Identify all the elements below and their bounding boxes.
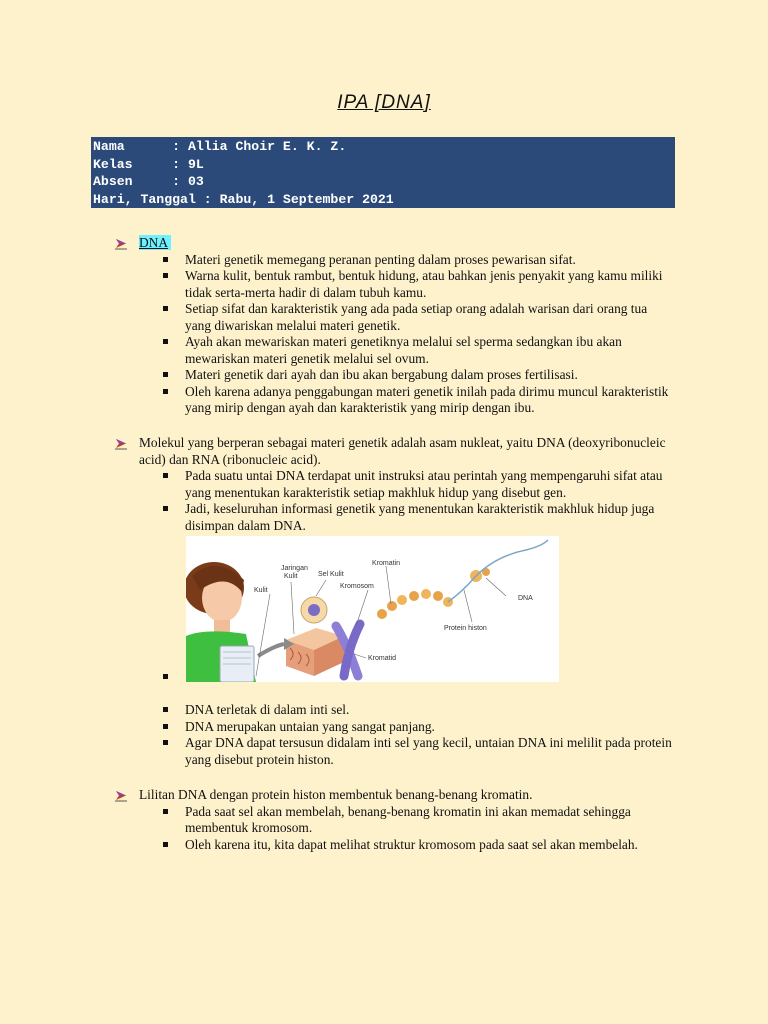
list-item — [0, 468, 768, 501]
list-item-text: Agar DNA dapat tersusun didalam inti sel yang kecil, untaian DNA ini melilit pada protein yang disebut protein histon. — [185, 735, 672, 767]
arrow-bullet-icon — [114, 789, 128, 802]
dna-structure-illustration — [186, 536, 559, 682]
list-item — [0, 252, 768, 269]
label-dna: DNA — [518, 595, 533, 602]
square-bullet-icon — [163, 724, 168, 729]
label-kulit-small: Kulit — [284, 573, 298, 580]
list-item — [0, 384, 768, 417]
section-dna — [0, 235, 768, 417]
square-bullet-icon — [163, 372, 168, 377]
square-bullet-icon — [163, 306, 168, 311]
square-bullet-icon — [163, 257, 168, 262]
list-item-text: Materi genetik memegang peranan penting dalam proses pewarisan sifat. — [185, 251, 576, 267]
list-item-text: Pada suatu untai DNA terdapat unit instruksi atau perintah yang mempengaruhi sifat atau yang menentukan karakteristik setiap makhluk hidup yang disebut gen. — [185, 468, 663, 500]
list-item-text: DNA terletak di dalam inti sel. — [185, 702, 350, 717]
square-bullet-icon — [163, 674, 168, 679]
label-kulit: Kulit — [254, 587, 268, 594]
square-bullet-icon — [163, 506, 168, 511]
list-item — [0, 702, 768, 719]
section-kromatin — [0, 787, 768, 853]
square-bullet-icon — [163, 273, 168, 278]
info-row-kelas: Kelas : 9L — [93, 156, 204, 172]
heading-dna-highlight: DNA — [139, 235, 171, 250]
list-item — [0, 501, 768, 534]
list-item-text: Pada saat sel akan membelah, benang-benang kromatin ini akan memadat sehingga membentuk kromosom. — [185, 803, 631, 835]
list-item — [0, 268, 768, 301]
list-item-text: Ayah akan mewariskan materi genetiknya melalui sel sperma sedangkan ibu akan mewariskan materi genetik melalui sel ovum. — [185, 334, 622, 366]
square-bullet-icon — [163, 473, 168, 478]
section-heading — [0, 435, 768, 468]
label-protein-histon: Protein histon — [444, 625, 487, 632]
section-heading — [0, 787, 768, 804]
list-item-text: Oleh karena itu, kita dapat melihat struktur kromosom pada saat sel akan membelah. — [185, 836, 638, 852]
info-row-nama: Nama : Allia Choir E. K. Z. — [93, 139, 347, 154]
list-item — [0, 301, 768, 334]
square-bullet-icon — [163, 809, 168, 814]
bullet-list — [0, 252, 768, 417]
info-row-absen: Absen : 03 — [93, 174, 204, 189]
section-heading — [0, 235, 768, 252]
list-item-text: Setiap sifat dan karakteristik yang ada pada setiap orang adalah warisan dari orang tua yang diwariskan melalui materi genetik. — [185, 301, 648, 333]
list-item — [0, 719, 768, 736]
bullet-list — [0, 702, 768, 768]
dna-diagram-svg — [186, 536, 559, 682]
label-sel-kulit: Sel Kulit — [318, 571, 344, 578]
list-item — [0, 735, 768, 768]
list-item-text: Oleh karena adanya penggabungan materi genetik inilah pada dirimu muncul karakteristik yang mirip dengan ayah dan karakteristik yang mirip dengan ibu. — [185, 383, 669, 415]
arrow-bullet-icon — [114, 237, 128, 250]
bullet-list — [0, 468, 768, 534]
bullet-list — [0, 804, 768, 854]
list-item — [0, 804, 768, 837]
label-kromosom: Kromosom — [340, 583, 374, 590]
list-item — [0, 334, 768, 367]
skin-cell-icon — [301, 597, 327, 623]
section-asam-nukleat-cont — [0, 702, 768, 768]
list-item-text: Materi genetik dari ayah dan ibu akan bergabung dalam proses fertilisasi. — [185, 367, 578, 382]
label-kromatid: Kromatid — [368, 655, 397, 662]
list-item — [0, 367, 768, 384]
label-jaringan: Jaringan — [281, 565, 308, 572]
student-info-box — [91, 137, 675, 208]
list-item-text: Warna kulit, bentuk rambut, bentuk hidung, atau bahkan jenis penyakit yang kamu miliki tidak serta-merta hadir di dalam tubuh kamu. — [185, 268, 663, 300]
arrow-bullet-icon — [114, 437, 128, 450]
info-row-tanggal: Hari, Tanggal : Rabu, 1 September 2021 — [93, 191, 394, 207]
square-bullet-icon — [163, 842, 168, 847]
page-title: IPA [DNA] — [337, 92, 431, 113]
heading-text: Lilitan DNA dengan protein histon membentuk benang-benang kromatin. — [139, 787, 533, 802]
square-bullet-icon — [163, 740, 168, 745]
square-bullet-icon — [163, 339, 168, 344]
list-item-text: DNA merupakan untaian yang sangat panjang. — [185, 718, 435, 734]
label-kromatin: Kromatin — [372, 560, 401, 567]
list-item — [0, 837, 768, 854]
heading-text: Molekul yang berperan sebagai materi genetik adalah asam nukleat, yaitu DNA (deoxyribonucleic acid) dan RNA (ribonucleic acid). — [139, 435, 666, 467]
list-item-text: Jadi, keseluruhan informasi genetik yang menentukan karakteristik makhluk hidup juga disimpan dalam DNA. — [185, 501, 655, 533]
square-bullet-icon — [163, 707, 168, 712]
section-asam-nukleat — [0, 435, 768, 534]
square-bullet-icon — [163, 389, 168, 394]
